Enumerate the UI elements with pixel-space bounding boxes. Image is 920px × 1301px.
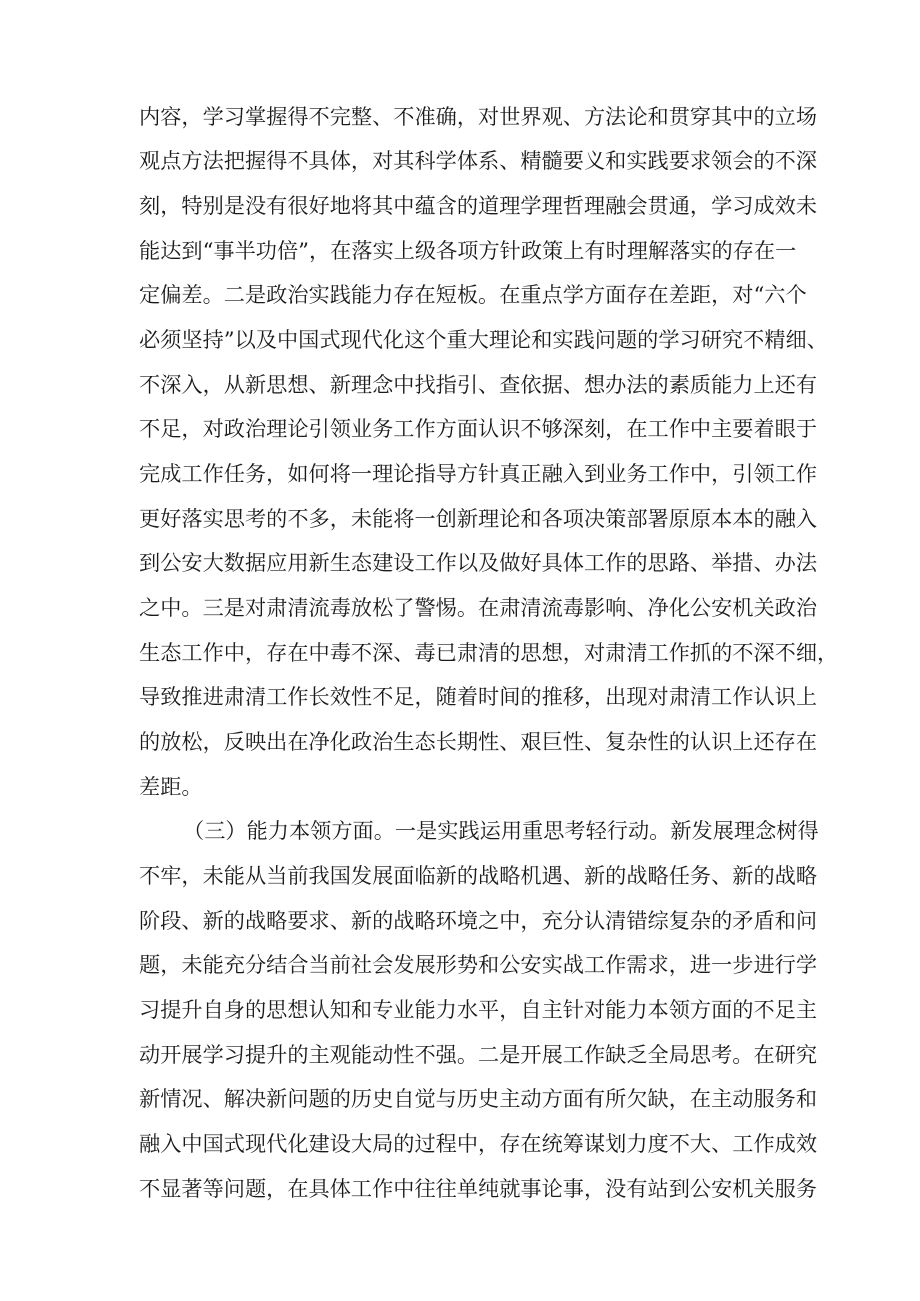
paragraph-1-line: 生态工作中，存在中毒不深、毒已肃清的思想，对肃清工作抓的不深不细，	[139, 640, 839, 665]
paragraph-1-line: 更好落实思考的不多，未能将一创新理论和各项决策部署原原本本的融入	[139, 506, 818, 531]
paragraph-1-line: 的放松，反映出在净化政治生态长期性、艰巨性、复杂性的认识上还存在	[139, 729, 818, 754]
paragraph-1-line: 必须坚持”以及中国式现代化这个重大理论和实践问题的学习研究不精细、	[139, 327, 828, 352]
paragraph-1-line: 完成工作任务，如何将一理论指导方针真正融入到业务工作中，引领工作	[139, 461, 818, 486]
paragraph-1-line: 差距。	[139, 774, 203, 799]
paragraph-2-line: 融入中国式现代化建设大局的过程中，存在统筹谋划力度不大、工作成效	[139, 1131, 818, 1156]
paragraph-1-line: 刻，特别是没有很好地将其中蕴含的道理学理哲理融会贯通，学习成效未	[139, 193, 818, 218]
paragraph-1-line: 到公安大数据应用新生态建设工作以及做好具体工作的思路、举措、办法	[139, 550, 818, 575]
paragraph-1-line: 之中。三是对肃清流毒放松了警惕。在肃清流毒影响、净化公安机关政治	[139, 595, 818, 620]
paragraph-2-line: （三）能力本领方面。一是实践运用重思考轻行动。新发展理念树得	[183, 818, 819, 843]
paragraph-2-line: 习提升自身的思想认知和专业能力水平，自主针对能力本领方面的不足主	[139, 997, 818, 1022]
paragraph-2-line: 题，未能充分结合当前社会发展形势和公安实战工作需求，进一步进行学	[139, 952, 818, 977]
paragraph-1-line: 不足，对政治理论引领业务工作方面认识不够深刻，在工作中主要着眼于	[139, 416, 818, 441]
paragraph-1-line: 导致推进肃清工作长效性不足，随着时间的推移，出现对肃清工作认识上	[139, 684, 818, 709]
paragraph-1-line: 内容，学习掌握得不完整、不准确，对世界观、方法论和贯穿其中的立场	[139, 104, 818, 129]
paragraph-2-line: 动开展学习提升的主观能动性不强。二是开展工作缺乏全局思考。在研究	[139, 1042, 818, 1067]
paragraph-1-line: 定偏差。二是政治实践能力存在短板。在重点学方面存在差距，对“六个	[139, 282, 807, 307]
paragraph-2-line: 不牢，未能从当前我国发展面临新的战略机遇、新的战略任务、新的战略	[139, 863, 818, 888]
paragraph-2-line: 新情况、解决新问题的历史自觉与历史主动方面有所欠缺，在主动服务和	[139, 1086, 818, 1111]
paragraph-2-line: 阶段、新的战略要求、新的战略环境之中，充分认清错综复杂的矛盾和问	[139, 908, 818, 933]
paragraph-1-line: 能达到“事半功倍”，在落实上级各项方针政策上有时理解落实的存在一	[139, 238, 797, 263]
paragraph-2-line: 不显著等问题，在具体工作中往往单纯就事论事，没有站到公安机关服务	[139, 1176, 818, 1201]
paragraph-1-line: 观点方法把握得不具体，对其科学体系、精髓要义和实践要求领会的不深	[139, 148, 818, 173]
paragraph-1-line: 不深入，从新思想、新理念中找指引、查依据、想办法的素质能力上还有	[139, 372, 818, 397]
